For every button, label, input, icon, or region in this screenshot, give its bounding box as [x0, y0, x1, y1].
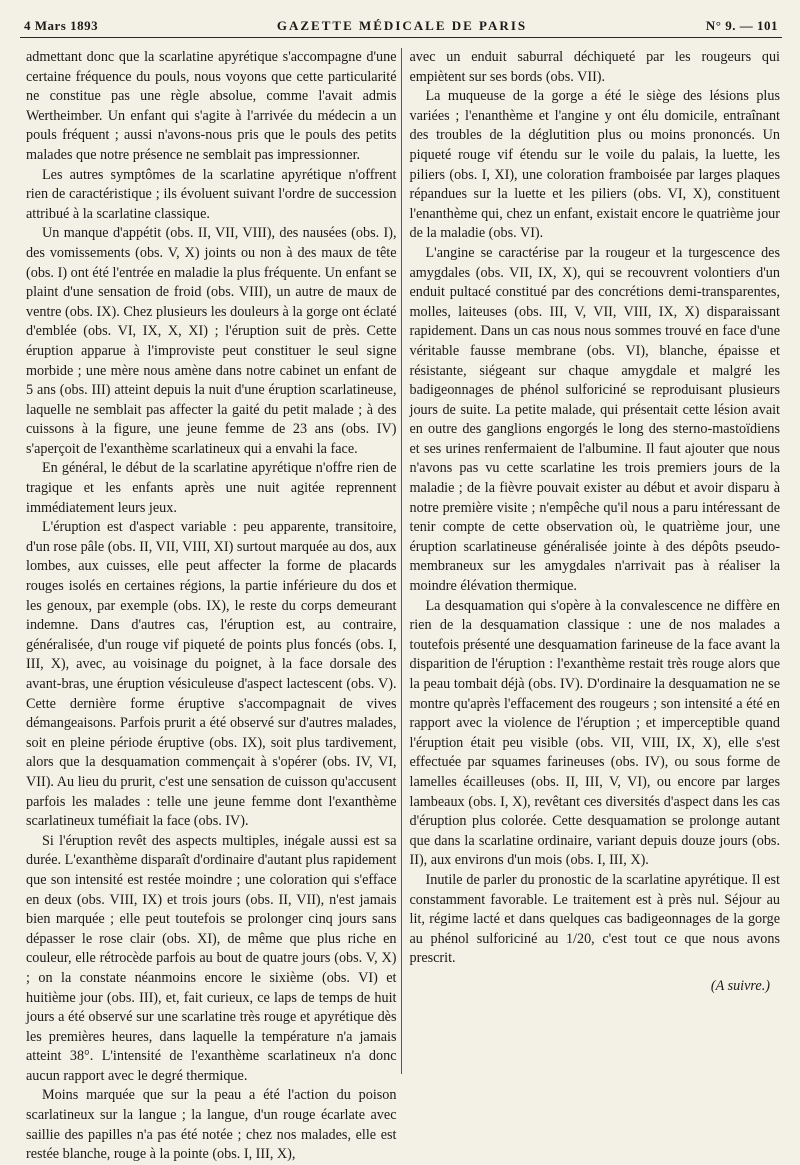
paragraph: avec un enduit saburral déchiqueté par les rougeurs qui empiètent sur ses bords (obs. VII).: [409, 49, 780, 85]
paragraph: En général, le début de la scarlatine apyrétique n'offre rien de tragique et les enfants après une nuit agitée reprennent immédiatement leurs jeux.: [26, 460, 397, 516]
paragraph: Un manque d'appétit (obs. II, VII, VIII), des nausées (obs. I), des vomissements (obs. V, X) joints ou non à des maux de tête (obs. I) ont été l'entrée en maladie la plus fréquente. Un enfant se plaint d'une sensation de froid (obs. VIII), un autre de maux de ventre (obs. IX). Chez plusieurs les douleurs à la gorge ont éclaté d'emblée (obs. VI, IX, X, XI) ; l'éruption suit de près. Cette éruption apparue à l'improviste peut constituer le seul signe morbide ; une mère nous amène dans notre cabinet un enfant de 5 ans (obs. III) atteint depuis la nuit d'une éruption scarlatineuse, laquelle ne semblait pas affecter la gaité du petit malade ; à des cuissons à la figure, une jeune femme de 23 ans (obs. IV) s'aperçoit de l'exanthème scarlatineux qui a envahi la face.: [26, 225, 397, 457]
paragraph: admettant donc que la scarlatine apyrétique s'accompagne d'une certaine fréquence du pouls, nous voyons que cette particularité ne constitue pas une règle absolue, comme l'avait admis Wertheimber. Un enfant qui s'agite à l'arrivée du médecin a un pouls fréquent ; aussi n'avons-nous pris que le pouls des petits malades que notre présence ne semblait pas impressionner.: [26, 49, 397, 163]
paragraph: L'angine se caractérise par la rougeur et la turgescence des amygdales (obs. VII, IX, X), qui se recouvrent volontiers d'un enduit pultacé constitué par des concrétions demi-transparentes, molles, laiteuses (obs. III, V, VII, VIII, IX, X) disparaissant rapidement. Dans un cas nous nous sommes trouvé en face d'une véritable fausse membrane (obs. VI), blanche, épaisse et résistante, siégeant sur chaque amygdale et malgré les badigeonnages de phénol sulforiciné se reproduisant plusieurs jours de suite. La petite malade, qui présentait cette lésion avait en outre des ganglions engorgés le long des sterno-mastoïdiens et ses urines renfermaient de l'albumine. Il faut ajouter que nous n'avons pas vu cette scarlatine les trois premiers jours de la maladie ; de la fièvre pouvait exister au début et avoir disparu à notre première visite ; n'empêche qu'il nous a paru intéressant de tenir compte de cette observation où, le quatrième jour, une éruption scarlatineuse généralisée jointe à des dépôts pseudo-membraneux sur les amygdales n'arrivait pas à réaliser la moindre élévation thermique.: [409, 244, 780, 595]
paragraph: Moins marquée que sur la peau a été l'action du poison scarlatineux sur la langue ; la langue, d'un rouge écarlate avec saillie des papilles n'a pas été notée ; chez nos malades, elle est restée blanche, rouge à la pointe (obs. I, III, X),: [26, 1087, 397, 1163]
text-columns: [20, 48, 782, 1163]
page-header: [20, 14, 782, 38]
right-column: [401, 48, 783, 1074]
issue-number-page: N° 9. — 101: [705, 18, 778, 33]
paragraph: La desquamation qui s'opère à la convalescence ne diffère en rien de la desquamation classique : une de nos malades a toutefois présenté une desquamation farineuse de la face avant la disparition de l'éruption : l'exanthème restait très rouge alors que la peau tombait déjà (obs. IV). D'ordinaire la desquamation ne se montre qu'après l'effacement des rougeurs ; son intensité a été en rapport avec la violence de l'éruption ; et imperceptible quand l'éruption était peu visible (obs. VII, VIII, IX, X), elle s'est effectuée par squames farineuses (obs. IV), ou sous forme de lamelles écailleuses (obs. II, III, V, VI), ou encore par larges lambeaux (obs. I, X), revêtant ces diversités d'aspect dans les cas d'éruption plus colorée. Cette desquamation se prolonge autant que dans la scarlatine ordinaire, variant depuis douze jours (obs. II), aux environs d'un mois (obs. I, III, X).: [409, 597, 780, 869]
paragraph: La muqueuse de la gorge a été le siège des lésions plus variées ; l'enanthème et l'angine y ont élu domicile, entraînant des troubles de la déglutition plus ou moins prononcés. Un piqueté rouge vif étendu sur le voile du palais, la luette, les piliers (obs. I, XI), une coloration framboisée par larges plaques répandues sur la luette et les piliers (obs. VI, X), constituent l'enanthème qui, chez un enfant, existait encore le quatrième jour de la maladie (obs. VI).: [409, 88, 780, 242]
newspaper-page: [20, 14, 782, 1163]
to-be-continued-note: (A suivre.): [710, 977, 770, 994]
journal-title: GAZETTE MÉDICALE DE PARIS: [276, 18, 528, 33]
issue-date: 4 Mars 1893: [24, 18, 99, 33]
paragraph: Inutile de parler du pronostic de la scarlatine apyrétique. Il est constamment favorable. Le traitement est à près nul. Séjour au lit, régime lacté et dans quelques cas badigeonnages de la gorge au phénol sulforiciné au 1/20, c'est tout ce que nous avons prescrit.: [409, 871, 780, 967]
paragraph: Si l'éruption revêt des aspects multiples, inégale aussi est sa durée. L'exanthème disparaît d'ordinaire d'autant plus rapidement que son intensité est restée moindre ; une coloration qui s'efface en deux (obs. VIII, IX) et trois jours (obs. II, VII), n'est jamais bien marquée ; elle peut toutefois se prolonger cinq jours sans dépasser le rose clair (obs. XI), de même que plus riche en couleur, elle rétrocède parfois au bout de quatre jours (obs. V, X) ; on la constate néanmoins encore le sixième (obs. VI) et huitième jour (obs. III), et, fait curieux, ce laps de temps de huit jours a été observé sur une scarlatine très rouge et apyrétique dès les premières heures, dans laquelle la température n'a jamais atteint 38°. L'intensité de l'exanthème scarlatineux n'a donc aucun rapport avec le degré thermique.: [26, 832, 397, 1084]
left-column: [20, 48, 401, 1163]
paragraph: L'éruption est d'aspect variable : peu apparente, transitoire, d'un rose pâle (obs. II, VII, VIII, XI) surtout marquée au dos, aux lombes, aux cuisses, elle peut affecter la forme de placards rouges isolés en certaines régions, la partie inférieure du dos et les genoux, par exemple (obs. IX), le reste du corps demeurant indemne. Dans d'autres cas, l'éruption est, au contraire, généralisée, d'un rouge vif piqueté de points plus foncés (obs. I, III, X), avec, au voisinage du poignet, à la face dorsale des avant-bras, une éruption vésiculeuse d'aspect lactescent (obs. V). Cette dernière forme éruptive s'accompagnait de vives démangeaisons. Parfois prurit a été observé sur d'autres malades, soit en pleine période éruptive (obs. IX), soit plus tardivement, alors que la desquamation commençait à s'opérer (obs. IV, VI, VII). Au lieu du prurit, c'est une sensation de cuisson qu'accusent parfois les malades : telle une jeune femme dont l'exanthème scarlatineux tuméfiait la face (obs. IV).: [26, 519, 397, 830]
paragraph: Les autres symptômes de la scarlatine apyrétique n'offrent rien de caractéristique ; ils évoluent suivant l'ordre de succession attribué à la scarlatine classique.: [26, 166, 397, 222]
